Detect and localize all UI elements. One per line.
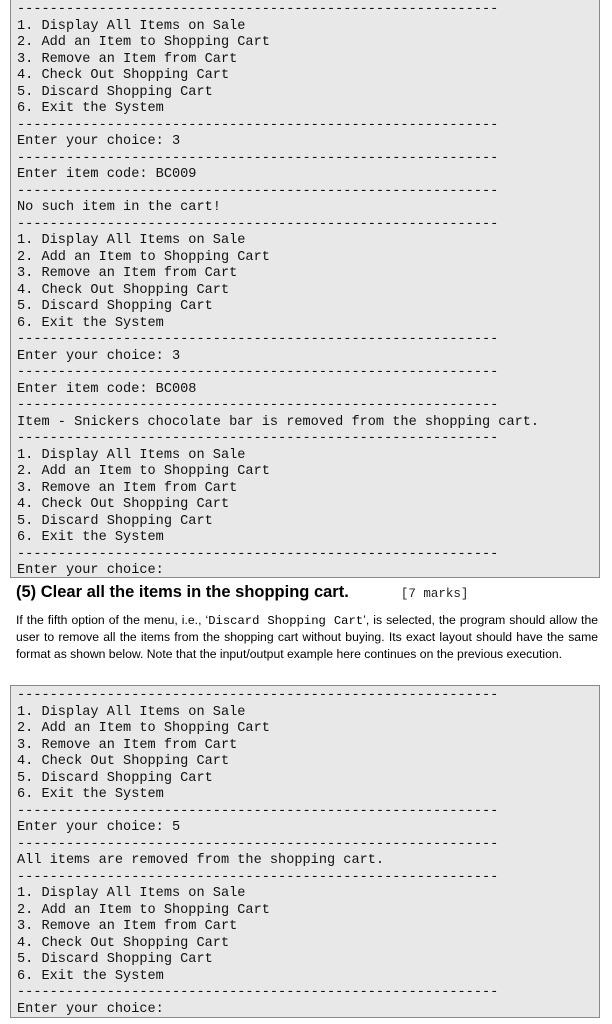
console-line: ----------------------------------------------------------- [17,216,499,232]
console-line: 5. Discard Shopping Cart [17,952,213,967]
console-line: All items are removed from the shopping cart. [17,853,385,868]
console-line: ----------------------------------------------------------- [17,365,499,380]
console-line: 3. Remove an Item from Cart [17,266,238,281]
console-line: ----------------------------------------------------------- [17,546,499,562]
console-line: 5. Discard Shopping Cart [17,299,213,314]
console-line: 5. Discard Shopping Cart [17,513,213,529]
console-line: 1. Display All Items on Sale [17,704,246,720]
console-line: 5. Discard Shopping Cart [17,770,213,786]
console-line: 4. Check Out Shopping Cart [17,497,230,512]
description-code: Discard Shopping Cart [208,614,364,628]
console-line: No such item in the cart! [17,200,221,215]
console-line: ----------------------------------------------------------- [17,398,499,413]
console-line: Item - Snickers chocolate bar is removed from the shopping cart. [17,414,540,430]
console-line: ----------------------------------------------------------- [17,985,499,1000]
section-description [16,612,598,662]
console-line: 6. Exit the System [17,787,164,802]
console-line: 1. Display All Items on Sale [17,447,246,463]
console-line: 3. Remove an Item from Cart [17,919,238,934]
console-line: Enter your choice: 3 [17,134,181,149]
console-line: 6. Exit the System [17,101,164,116]
console-line: Enter item code: BC009 [17,167,197,182]
console-line: 2. Add an Item to Shopping Cart [17,249,270,265]
console-output-top [10,0,600,578]
console-line: Enter your choice: 3 [17,348,181,364]
console-line: 5. Discard Shopping Cart [17,84,213,100]
console-line: 1. Display All Items on Sale [17,233,246,248]
console-line: ----------------------------------------------------------- [17,183,499,199]
section-header [16,583,601,602]
console-line: ----------------------------------------------------------- [17,117,499,133]
console-line: 6. Exit the System [17,530,164,545]
console-line: ----------------------------------------------------------- [17,803,499,819]
console-line: Enter item code: BC008 [17,381,197,397]
description-text-2: ’, is selected, the program should allow the user to remove all the items from the shopping cart without buying. Its exact layout should have the same format as shown below. Note that the input/output example here continues on the previous execution. [16,613,599,661]
console-line: 4. Check Out Shopping Cart [17,282,230,298]
console-line: 4. Check Out Shopping Cart [17,754,230,769]
description-text-1: If the fifth option of the menu, i.e., ‘ [16,613,209,627]
console-line: Enter your choice: 5 [17,820,181,835]
console-line: 3. Remove an Item from Cart [17,480,238,496]
console-line: 4. Check Out Shopping Cart [17,68,230,83]
console-line: 6. Exit the System [17,968,164,984]
console-line: 2. Add an Item to Shopping Cart [17,721,270,736]
console-output-bottom [10,685,600,1018]
console-line: 1. Display All Items on Sale [17,18,246,34]
console-line: 3. Remove an Item from Cart [17,737,238,753]
console-line: ----------------------------------------------------------- [17,688,499,703]
console-line: Enter your choice: [17,1001,164,1017]
console-line: 2. Add an Item to Shopping Cart [17,35,270,50]
console-line: 2. Add an Item to Shopping Cart [17,902,270,918]
console-line: Enter your choice: [17,563,164,578]
console-line: ----------------------------------------------------------- [17,869,499,885]
console-line: 6. Exit the System [17,315,164,331]
console-line: 1. Display All Items on Sale [17,886,246,901]
console-line: 4. Check Out Shopping Cart [17,935,230,951]
console-line: ----------------------------------------------------------- [17,332,499,347]
marks-label: [7 marks] [400,587,469,601]
console-line: ----------------------------------------------------------- [17,150,499,166]
console-line: ----------------------------------------------------------- [17,2,499,17]
section-heading: (5) Clear all the items in the shopping cart. [16,583,349,601]
console-line: ----------------------------------------------------------- [17,836,499,852]
console-line: ----------------------------------------------------------- [17,431,499,446]
console-line: 3. Remove an Item from Cart [17,51,238,67]
console-line: 2. Add an Item to Shopping Cart [17,464,270,479]
